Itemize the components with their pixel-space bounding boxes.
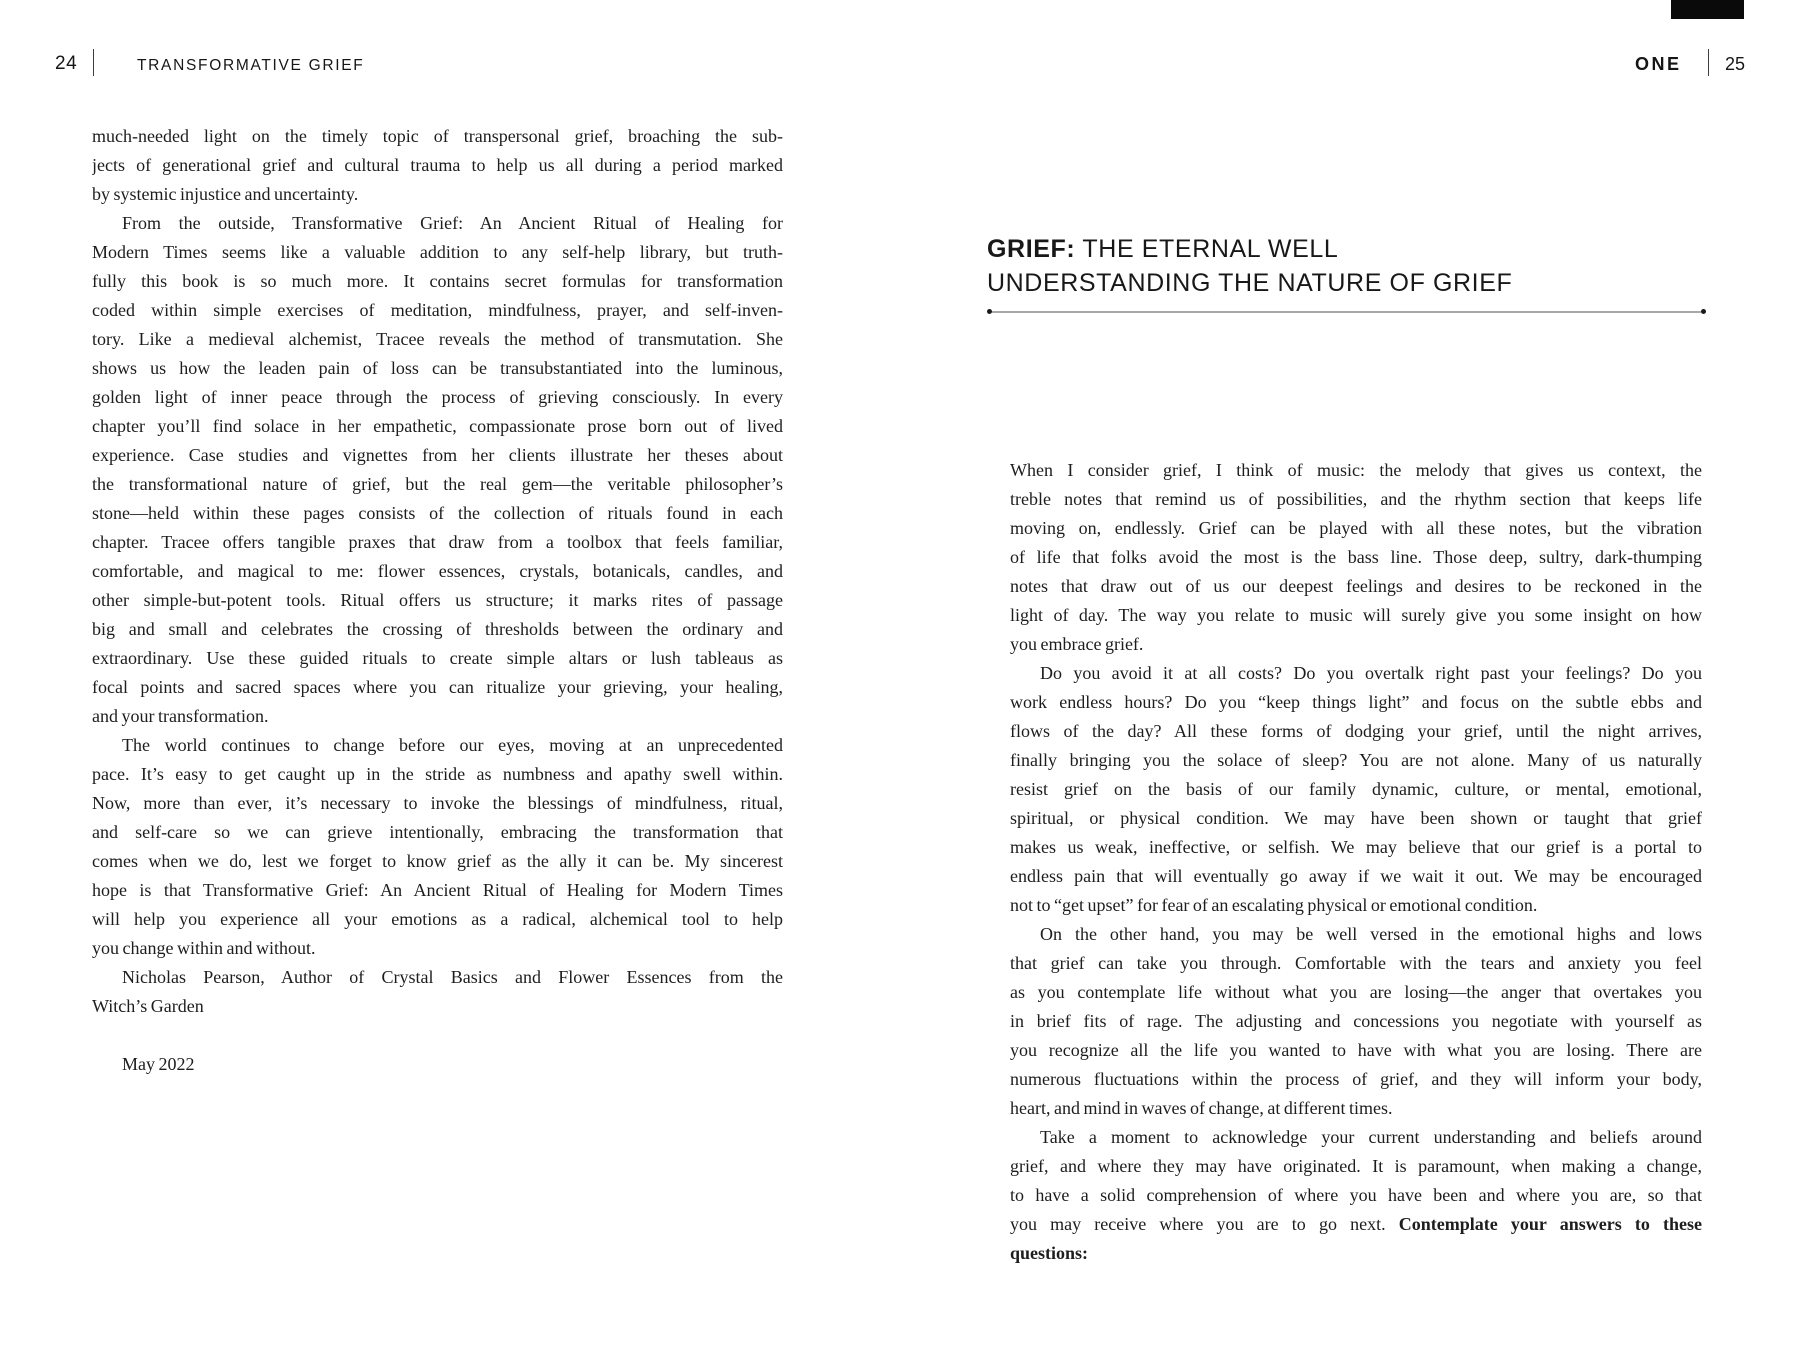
body-line: chapter. Tracee offers tangible praxes that draw from a toolbox that feels familiar,	[92, 532, 783, 552]
body-line: by systemic injustice and uncertainty.	[92, 184, 359, 204]
rule-dot-right	[1701, 309, 1706, 314]
body-line: light of day. The way you relate to music will surely give you some insight on how	[1010, 605, 1702, 625]
body-line: golden light of inner peace through the process of grieving consciously. In every	[92, 387, 783, 407]
chapter-subtitle: UNDERSTANDING THE NATURE OF GRIEF	[987, 269, 1513, 297]
chapter-heading	[987, 232, 1706, 314]
body-line	[1010, 1239, 1702, 1268]
body-line: chapter you’ll find solace in her empathetic, compassionate prose born out of lived	[92, 416, 783, 436]
body-line: you embrace grief.	[1010, 634, 1144, 654]
body-line: moving on, endlessly. Grief can be played with all these notes, but the vibration	[1010, 518, 1702, 538]
body-line: stone—held within these pages consists of the collection of rituals found in each	[92, 503, 783, 523]
body-line: spiritual, or physical condition. We may have been shown or taught that grief	[1010, 808, 1702, 828]
body-line: notes that draw out of us our deepest feelings and desires to be reckoned in the	[1010, 576, 1702, 596]
body-line: as you contemplate life without what you are losing—the anger that overtakes you	[1010, 982, 1702, 1002]
header-divider	[93, 49, 94, 76]
body-line: Modern Times seems like a valuable addition to any self-help library, but truth-	[92, 242, 783, 262]
body-line: big and small and celebrates the crossing of thresholds between the ordinary and	[92, 619, 783, 639]
body-line: tory. Like a medieval alchemist, Tracee reveals the method of transmutation. She	[92, 329, 783, 349]
body-line: comfortable, and magical to me: flower essences, crystals, botanicals, candles, and	[92, 561, 783, 581]
body-line: and self-care so we can grieve intentionally, embracing the transformation that	[92, 822, 783, 842]
heading-rule	[987, 309, 1706, 314]
body-line: other simple-but-potent tools. Ritual offers us structure; it marks rites of passage	[92, 590, 783, 610]
chapter-title	[987, 232, 1706, 266]
left-page-text	[92, 122, 783, 1079]
body-line: will help you experience all your emotions as a radical, alchemical tool to help	[92, 909, 783, 929]
body-line: numerous fluctuations within the process of grief, and they will inform your body,	[1010, 1069, 1702, 1089]
body-line: much-needed light on the timely topic of transpersonal grief, broaching the sub-	[92, 126, 783, 146]
body-line: hope is that Transformative Grief: An Ancient Ritual of Healing for Modern Times	[92, 880, 783, 900]
bold-text: questions:	[1010, 1243, 1089, 1263]
body-line: heart, and mind in waves of change, at different times.	[1010, 1098, 1393, 1118]
body-line: experience. Case studies and vignettes from her clients illustrate her theses about	[92, 445, 783, 465]
chapter-title-bold: GRIEF:	[987, 235, 1076, 263]
chapter-title-rest: THE ETERNAL WELL	[1075, 235, 1339, 263]
body-line: May 2022	[122, 1054, 195, 1074]
right-page-text	[1010, 456, 1702, 1268]
body-line: flows of the day? All these forms of dodging your grief, until the night arrives,	[1010, 721, 1702, 741]
body-line: extraordinary. Use these guided rituals to create simple altars or lush tableaus as	[92, 648, 783, 668]
body-line: not to “get upset” for fear of an escalating physical or emotional condition.	[1010, 895, 1538, 915]
page-number-left: 24	[55, 53, 78, 74]
body-line: you change within and without.	[92, 938, 316, 958]
rule-line	[992, 311, 1701, 313]
body-line: makes us weak, ineffective, or selfish. We may believe that our grief is a portal to	[1010, 837, 1702, 857]
body-line: pace. It’s easy to get caught up in the stride as numbness and apathy swell within.	[92, 764, 783, 784]
chapter-label: ONE	[1635, 54, 1682, 74]
bold-text: Contemplate your answers to these	[1398, 1214, 1702, 1234]
body-line	[1010, 1210, 1702, 1239]
body-line: to have a solid comprehension of where you have been and where you are, so that	[1010, 1185, 1702, 1205]
body-line: resist grief on the basis of our family dynamic, culture, or mental, emotional,	[1010, 779, 1702, 799]
header-divider	[1708, 49, 1709, 76]
text: you may receive where you are to go next.	[1010, 1214, 1399, 1234]
body-line: Now, more than ever, it’s necessary to invoke the blessings of mindfulness, ritual,	[92, 793, 783, 813]
body-line: the transformational nature of grief, but the real gem—the veritable philosopher’s	[92, 474, 783, 494]
body-line: that grief can take you through. Comfortable with the tears and anxiety you feel	[1010, 953, 1702, 973]
body-line: finally bringing you the solace of sleep? You are not alone. Many of us naturally	[1010, 750, 1702, 770]
body-line: shows us how the leaden pain of loss can be transubstantiated into the luminous,	[92, 358, 783, 378]
body-line: and your transformation.	[92, 706, 269, 726]
body-line: treble notes that remind us of possibilities, and the rhythm section that keeps life	[1010, 489, 1702, 509]
body-line: endless pain that will eventually go away if we wait it out. We may be encouraged	[1010, 866, 1702, 886]
chapter-thumb-tab	[1671, 0, 1744, 19]
page-number-right: 25	[1725, 54, 1746, 74]
body-line: Do you avoid it at all costs? Do you overtalk right past your feelings? Do you	[1040, 663, 1702, 683]
body-line: you recognize all the life you wanted to have with what you are losing. There are	[1010, 1040, 1702, 1060]
body-line: When I consider grief, I think of music: the melody that gives us context, the	[1010, 460, 1702, 480]
body-line: fully this book is so much more. It contains secret formulas for transformation	[92, 271, 783, 291]
body-line: Nicholas Pearson, Author of Crystal Basics and Flower Essences from the	[122, 967, 783, 987]
body-line: of life that folks avoid the most is the bass line. Those deep, sultry, dark-thumping	[1010, 547, 1702, 567]
body-line: work endless hours? Do you “keep things light” and focus on the subtle ebbs and	[1010, 692, 1702, 712]
body-line: grief, and where they may have originated. It is paramount, when making a change,	[1010, 1156, 1702, 1176]
running-title: TRANSFORMATIVE GRIEF	[137, 57, 365, 74]
body-line: From the outside, Transformative Grief: An Ancient Ritual of Healing for	[122, 213, 783, 233]
body-line: coded within simple exercises of meditation, mindfulness, prayer, and self-inven-	[92, 300, 783, 320]
body-line: Witch’s Garden	[92, 996, 204, 1016]
body-line: focal points and sacred spaces where you can ritualize your grieving, your healing,	[92, 677, 783, 697]
body-line: The world continues to change before our eyes, moving at an unprecedented	[122, 735, 783, 755]
body-line: On the other hand, you may be well versed in the emotional highs and lows	[1040, 924, 1702, 944]
body-line: jects of generational grief and cultural trauma to help us all during a period marked	[92, 155, 783, 175]
body-line: in brief fits of rage. The adjusting and concessions you negotiate with yourself as	[1010, 1011, 1702, 1031]
body-line: comes when we do, lest we forget to know grief as the ally it can be. My sincerest	[92, 851, 783, 871]
body-line: Take a moment to acknowledge your current understanding and beliefs around	[1040, 1127, 1702, 1147]
